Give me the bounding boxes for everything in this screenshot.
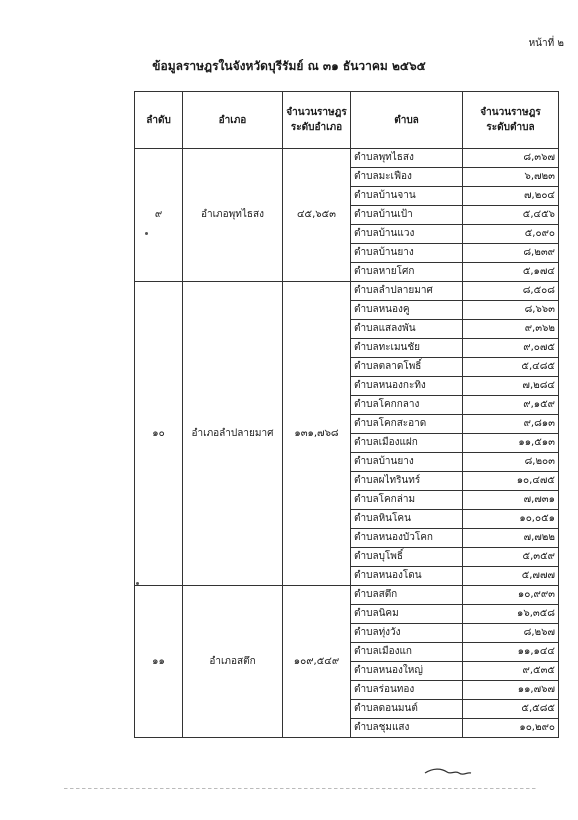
subdistrict-name: ตำบลบุโพธิ์ xyxy=(351,548,463,567)
district-population: ๑๓๑,๗๖๘ xyxy=(283,282,351,586)
subdistrict-population: ๑๑,๑๔๔ xyxy=(463,643,559,662)
district-name: อำเภอสตึก xyxy=(183,586,283,738)
subdistrict-population: ๙,๑๕๙ xyxy=(463,396,559,415)
district-order: ๙ xyxy=(135,149,183,282)
subdistrict-name: ตำบลสตึก xyxy=(351,586,463,605)
subdistrict-name: ตำบลเมืองแก xyxy=(351,643,463,662)
subdistrict-population: ๕,๑๗๔ xyxy=(463,263,559,282)
subdistrict-name: ตำบลเมืองแฝก xyxy=(351,434,463,453)
subdistrict-population: ๙,๓๖๒ xyxy=(463,320,559,339)
table-header-row xyxy=(135,92,559,149)
population-table xyxy=(134,91,559,738)
subdistrict-name: ตำบลร่อนทอง xyxy=(351,681,463,700)
header-district-population-line2: ระดับอำเภอ xyxy=(290,122,343,133)
district-name: อำเภอลำปลายมาศ xyxy=(183,282,283,586)
subdistrict-population: ๗,๒๐๔ xyxy=(463,187,559,206)
district-name: อำเภอพุทไธสง xyxy=(183,149,283,282)
subdistrict-name: ตำบลทุ่งวัง xyxy=(351,624,463,643)
subdistrict-population: ๕,๗๗๗ xyxy=(463,567,559,586)
subdistrict-population: ๘,๒๐๓ xyxy=(463,453,559,472)
page-number: หน้าที่ ๒ xyxy=(528,38,564,49)
table-row xyxy=(135,149,559,168)
subdistrict-population: ๑๐,๔๗๕ xyxy=(463,472,559,491)
header-district: อำเภอ xyxy=(183,92,283,149)
subdistrict-name: ตำบลตลาดโพธิ์ xyxy=(351,358,463,377)
subdistrict-name: ตำบลแสลงพัน xyxy=(351,320,463,339)
header-district-population-line1: จำนวนราษฎร xyxy=(286,107,347,118)
subdistrict-name: ตำบลหนองใหญ่ xyxy=(351,662,463,681)
subdistrict-population: ๙,๐๗๕ xyxy=(463,339,559,358)
subdistrict-name: ตำบลหนองคู xyxy=(351,301,463,320)
stray-mark xyxy=(136,582,139,585)
subdistrict-population: ๙,๕๓๕ xyxy=(463,662,559,681)
subdistrict-name: ตำบลดอนมนต์ xyxy=(351,700,463,719)
header-subdistrict-population-line2: ระดับตำบล xyxy=(486,122,535,133)
district-population: ๔๕,๖๕๓ xyxy=(283,149,351,282)
subdistrict-name: ตำบลมะเฟือง xyxy=(351,168,463,187)
subdistrict-name: ตำบลนิคม xyxy=(351,605,463,624)
subdistrict-population: ๘,๒๓๙ xyxy=(463,244,559,263)
subdistrict-population: ๑๐,๐๕๑ xyxy=(463,510,559,529)
subdistrict-name: ตำบลหินโคน xyxy=(351,510,463,529)
header-subdistrict: ตำบล xyxy=(351,92,463,149)
district-order: ๑๐ xyxy=(135,282,183,586)
district-order: ๑๑ xyxy=(135,586,183,738)
subdistrict-name: ตำบลหายโศก xyxy=(351,263,463,282)
document-title: ข้อมูลราษฎรในจังหวัดบุรีรัมย์ ณ ๓๑ ธันวาคม ๒๕๖๕ xyxy=(152,59,426,73)
subdistrict-name: ตำบลโคกสะอาด xyxy=(351,415,463,434)
subdistrict-population: ๕,๔๕๖ xyxy=(463,206,559,225)
table-row xyxy=(135,282,559,301)
footer-divider xyxy=(64,788,538,789)
subdistrict-name: ตำบลทะเมนชัย xyxy=(351,339,463,358)
subdistrict-name: ตำบลชุมแสง xyxy=(351,719,463,738)
subdistrict-population: ๗,๗๒๒ xyxy=(463,529,559,548)
header-district-population xyxy=(283,92,351,149)
subdistrict-name: ตำบลพุทไธสง xyxy=(351,149,463,168)
subdistrict-name: ตำบลบ้านยาง xyxy=(351,244,463,263)
subdistrict-name: ตำบลหนองโดน xyxy=(351,567,463,586)
subdistrict-name: ตำบลหนองกะทิง xyxy=(351,377,463,396)
header-subdistrict-population xyxy=(463,92,559,149)
subdistrict-population: ๕,๔๘๕ xyxy=(463,358,559,377)
subdistrict-name: ตำบลผไทรินทร์ xyxy=(351,472,463,491)
table-row xyxy=(135,586,559,605)
subdistrict-population: ๑๖,๓๕๘ xyxy=(463,605,559,624)
signature-mark xyxy=(423,764,473,778)
subdistrict-population: ๑๑,๕๑๓ xyxy=(463,434,559,453)
stray-mark xyxy=(145,232,148,235)
subdistrict-population: ๑๐,๙๙๓ xyxy=(463,586,559,605)
subdistrict-population: ๕,๓๕๙ xyxy=(463,548,559,567)
subdistrict-name: ตำบลบ้านยาง xyxy=(351,453,463,472)
subdistrict-name: ตำบลบ้านแวง xyxy=(351,225,463,244)
header-subdistrict-population-line1: จำนวนราษฎร xyxy=(480,107,541,118)
subdistrict-name: ตำบลบ้านจาน xyxy=(351,187,463,206)
subdistrict-name: ตำบลโคกกลาง xyxy=(351,396,463,415)
subdistrict-population: ๘,๓๖๗ xyxy=(463,149,559,168)
subdistrict-population: ๘,๒๖๗ xyxy=(463,624,559,643)
subdistrict-population: ๗,๒๘๔ xyxy=(463,377,559,396)
district-population: ๑๐๙,๕๔๙ xyxy=(283,586,351,738)
subdistrict-population: ๙,๘๑๓ xyxy=(463,415,559,434)
header-order: ลำดับ xyxy=(135,92,183,149)
subdistrict-population: ๖,๗๒๓ xyxy=(463,168,559,187)
subdistrict-population: ๘,๖๖๓ xyxy=(463,301,559,320)
subdistrict-population: ๕,๕๘๕ xyxy=(463,700,559,719)
subdistrict-population: ๑๐,๒๙๐ xyxy=(463,719,559,738)
subdistrict-name: ตำบลบ้านเป้า xyxy=(351,206,463,225)
subdistrict-name: ตำบลโคกล่าม xyxy=(351,491,463,510)
subdistrict-name: ตำบลหนองบัวโคก xyxy=(351,529,463,548)
subdistrict-population: ๗,๗๓๑ xyxy=(463,491,559,510)
subdistrict-name: ตำบลลำปลายมาศ xyxy=(351,282,463,301)
subdistrict-population: ๑๑,๗๖๗ xyxy=(463,681,559,700)
subdistrict-population: ๘,๕๐๘ xyxy=(463,282,559,301)
subdistrict-population: ๕,๐๙๐ xyxy=(463,225,559,244)
